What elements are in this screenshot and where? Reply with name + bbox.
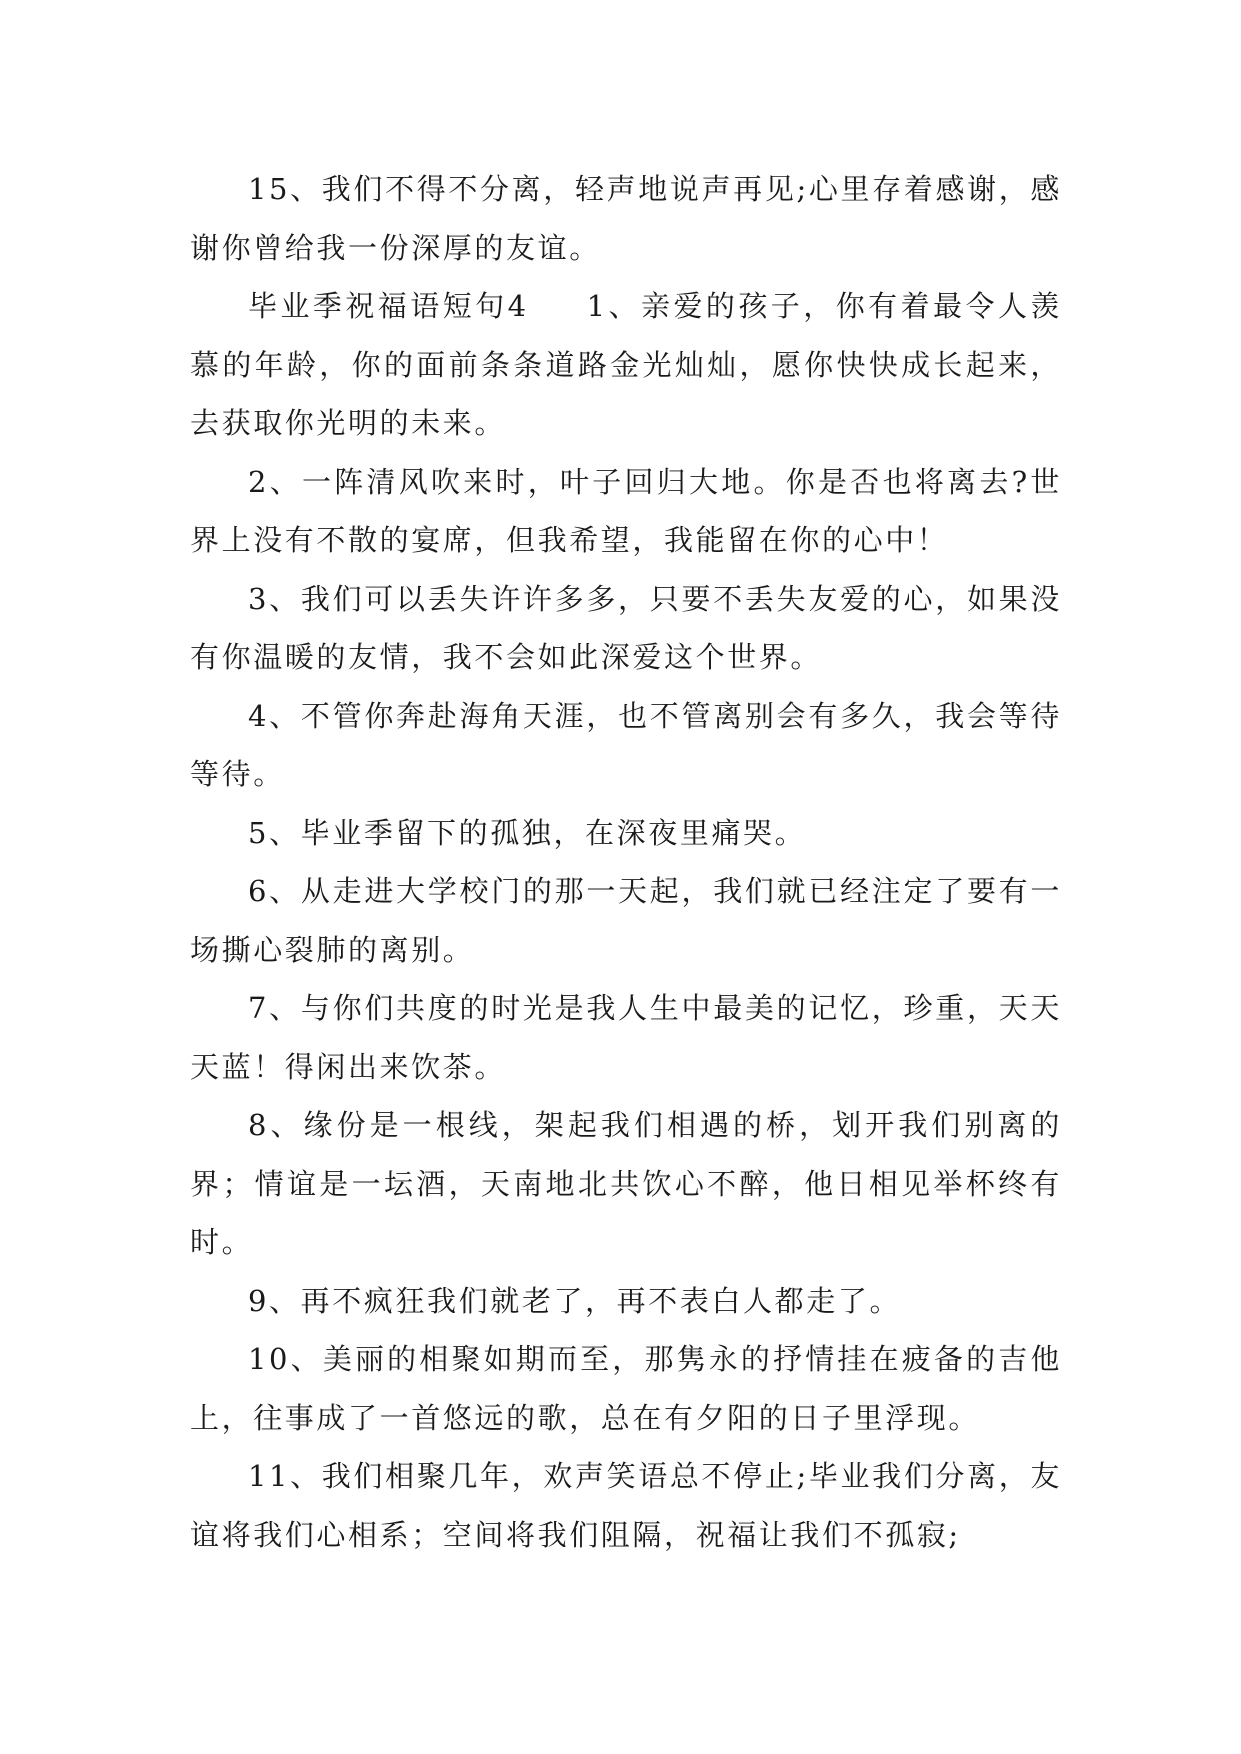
list-item-3: 3、我们可以丢失许许多多，只要不丢失友爱的心，如果没有你温暖的友情，我不会如此深爱这个世界。 <box>190 581 1062 674</box>
list-item-10: 10、美丽的相聚如期而至，那隽永的抒情挂在疲备的吉他上，往事成了一首悠远的歌，总在有夕阳的日子里浮现。 <box>190 1342 1062 1435</box>
paragraph-item-15: 15、我们不得不分离，轻声地说声再见;心里存着感谢，感谢你曾给我一份深厚的友谊。 <box>190 172 1062 265</box>
list-item-8: 8、缘份是一根线，架起我们相遇的桥，划开我们别离的界；情谊是一坛酒，天南地北共饮心不醉，他日相见举杯终有时。 <box>190 1108 1062 1259</box>
section-paragraph <box>190 277 1062 453</box>
list-item-2: 2、一阵清风吹来时，叶子回归大地。你是否也将离去?世界上没有不散的宴席，但我希望，我能留在你的心中！ <box>190 464 1062 557</box>
list-item-5: 5、毕业季留下的孤独，在深夜里痛哭。 <box>248 815 807 850</box>
list-item-11: 11、我们相聚几年，欢声笑语总不停止;毕业我们分离，友谊将我们心相系；空间将我们阻隔，祝福让我们不孤寂; <box>190 1459 1062 1552</box>
list-item-4: 4、不管你奔赴海角天涯，也不管离别会有多久，我会等待等待。 <box>190 698 1062 791</box>
list-item-7: 7、与你们共度的时光是我人生中最美的记忆，珍重，天天天蓝！得闲出来饮茶。 <box>190 991 1062 1084</box>
list-item-9: 9、再不疯狂我们就老了，再不表白人都走了。 <box>248 1283 902 1318</box>
document-body <box>190 160 1062 1564</box>
list-item-1: 1、亲爱的孩子，你有着最令人羡慕的年龄，你的面前条条道路金光灿灿，愿你快快成长起来，去获取你光明的未来。 <box>190 289 1062 440</box>
section-heading: 毕业季祝福语短句4 <box>248 289 529 323</box>
list-item-6: 6、从走进大学校门的那一天起，我们就已经注定了要有一场撕心裂肺的离别。 <box>190 874 1062 967</box>
